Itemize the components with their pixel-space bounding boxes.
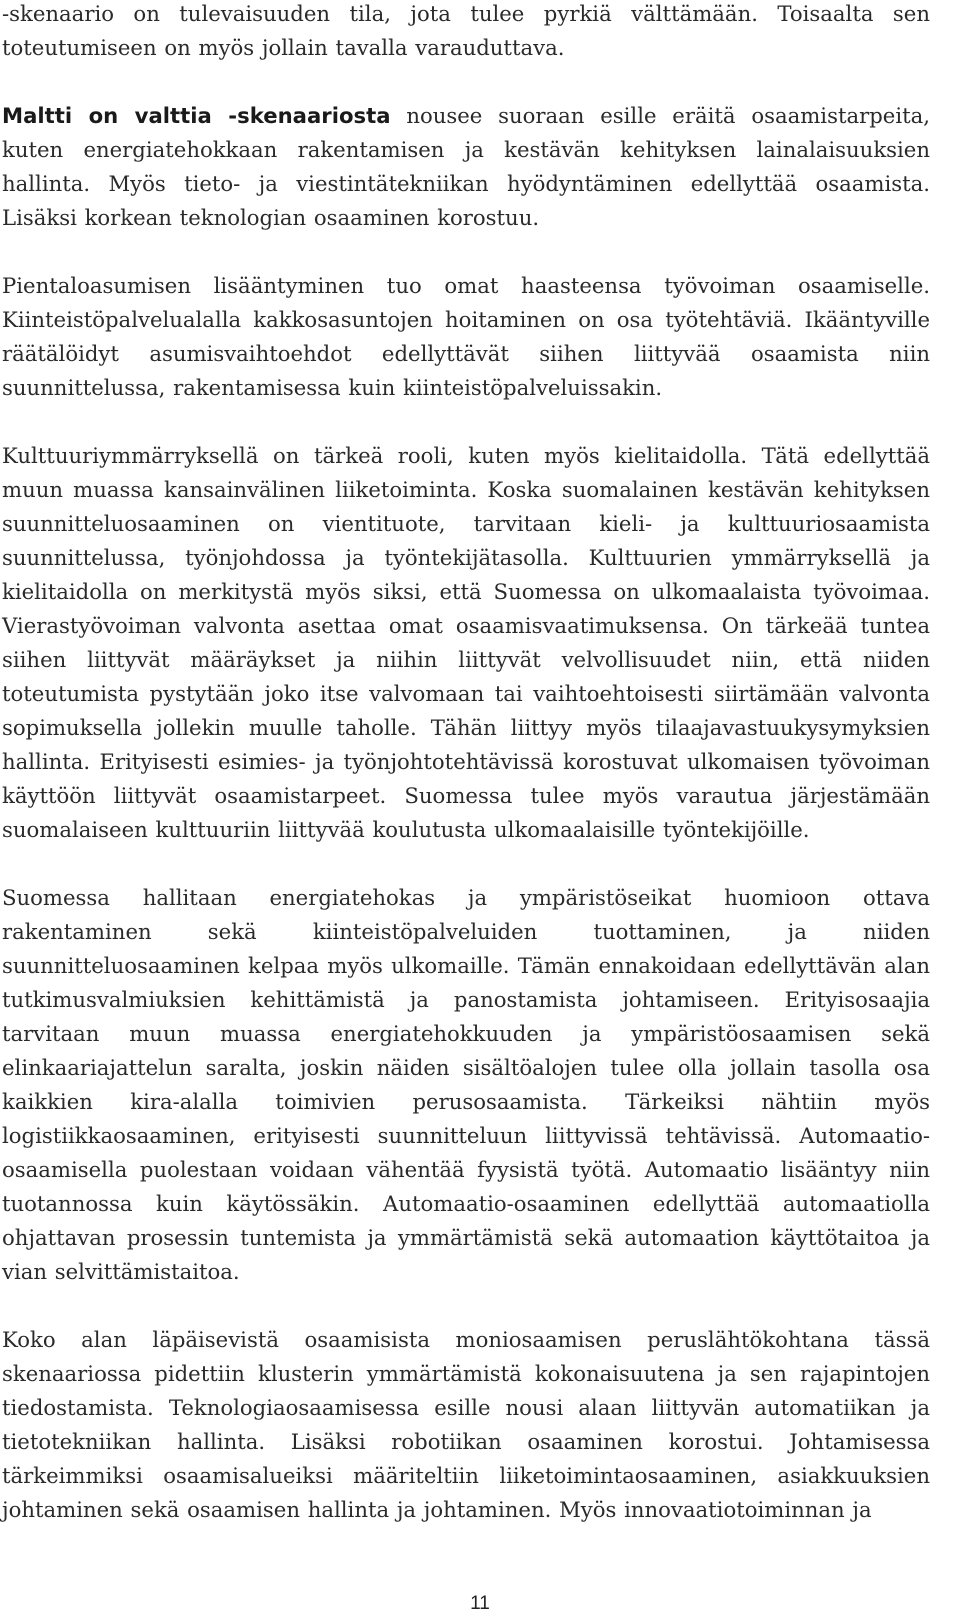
paragraph-4	[2, 439, 930, 847]
paragraph-2-text: nousee suoraan esille eräitä osaamistarpeita, kuten energiatehokkaan rakentamisen ja kestävän kehityksen lainalaisuuksien hallinta. Myös tieto- ja viestintätekniikan hyödyntäminen edellyttää osaamista. Lisäksi korkean teknologian osaaminen korostuu.	[2, 103, 930, 230]
scenario-name: Maltti on valttia -skenaariosta	[2, 103, 391, 128]
body-text	[2, 0, 930, 1561]
paragraph-5	[2, 881, 930, 1289]
paragraph-1-text: -skenaario on tulevaisuuden tila, jota tulee pyrkiä välttämään. Toisaalta sen toteutumiseen on myös jollain tavalla varauduttava.	[2, 1, 930, 60]
paragraph-1	[2, 0, 930, 65]
paragraph-2	[2, 99, 930, 235]
paragraph-5-text: Suomessa hallitaan energiatehokas ja ympäristöseikat huomioon ottava rakentaminen sekä kiinteistöpalveluiden tuottaminen, ja niiden suunnitteluosaaminen kelpaa myös ulkomaille. Tämän ennakoidaan edellyttävän alan tutkimusvalmiuksien kehittämistä ja panostamista johtamiseen. Erityisosaajia tarvitaan muun muassa energiatehokkuuden ja ympäristöosaamisen sekä elinkaariajattelun saralta, joskin näiden sisältöalojen tulee olla jollain tasolla osa kaikkien kira-alalla toimivien perusosaamista. Tärkeiksi nähtiin myös logistiikkaosaaminen, erityisesti suunnitteluun liittyvissä tehtävissä. Automaatio-osaamisella puolestaan voidaan vähentää fyysistä työtä. Automaatio lisääntyy niin tuotannossa kuin käytössäkin. Automaatio-osaaminen edellyttää automaatiolla ohjattavan prosessin tuntemista ja ymmärtämistä sekä automaation käyttötaitoa ja vian selvittämistaitoa.	[2, 885, 930, 1284]
page-number: 11	[470, 1593, 490, 1614]
paragraph-4-text: Kulttuuriymmärryksellä on tärkeä rooli, kuten myös kielitaidolla. Tätä edellyttää muun muassa kansainvälinen liiketoiminta. Koska suomalainen kestävän kehityksen suunnitteluosaaminen on vientituote, tarvitaan kieli- ja kulttuuriosaamista suunnittelussa, työnjohdossa ja työntekijätasolla. Kulttuurien ymmärryksellä ja kielitaidolla on merkitystä myös siksi, että Suomessa on ulkomaalaista työvoimaa. Vierastyövoiman valvonta asettaa omat osaamisvaatimuksensa. On tärkeää tuntea siihen liittyvät määräykset ja niihin liittyvät velvollisuudet niin, että niiden toteutumista pystytään joko itse valvomaan tai vaihtoehtoisesti siirtämään valvonta sopimuksella jollekin muulle taholle. Tähän liittyy myös tilaajavastuukysymyksien hallinta. Erityisesti esimies- ja työnjohtotehtävissä korostuvat ulkomaisen työvoiman käyttöön liittyvät osaamistarpeet. Suomessa tulee myös varautua järjestämään suomalaiseen kulttuuriin liittyvää koulutusta ulkomaalaisille työntekijöille.	[2, 443, 930, 842]
paragraph-6	[2, 1323, 930, 1527]
paragraph-3-text: Pientaloasumisen lisääntyminen tuo omat haasteensa työvoiman osaamiselle. Kiinteistöpalvelualalla kakkosasuntojen hoitaminen on osa työtehtäviä. Ikääntyville räätälöidyt asumisvaihtoehdot edellyttävät siihen liittyvää osaamista niin suunnittelussa, rakentamisessa kuin kiinteistöpalveluissakin.	[2, 273, 930, 400]
paragraph-6-text: Koko alan läpäisevistä osaamisista moniosaamisen peruslähtökohtana tässä skenaariossa pidettiin klusterin ymmärtämistä kokonaisuutena ja sen rajapintojen tiedostamista. Teknologiaosaamisessa esille nousi alaan liittyvän automatiikan ja tietotekniikan hallinta. Lisäksi robotiikan osaaminen korostui. Johtamisessa tärkeimmiksi osaamisalueiksi määriteltiin liiketoimintaosaaminen, asiakkuuksien johtaminen sekä osaamisen hallinta ja johtaminen. Myös innovaatiotoiminnan ja	[2, 1327, 930, 1522]
paragraph-3	[2, 269, 930, 405]
